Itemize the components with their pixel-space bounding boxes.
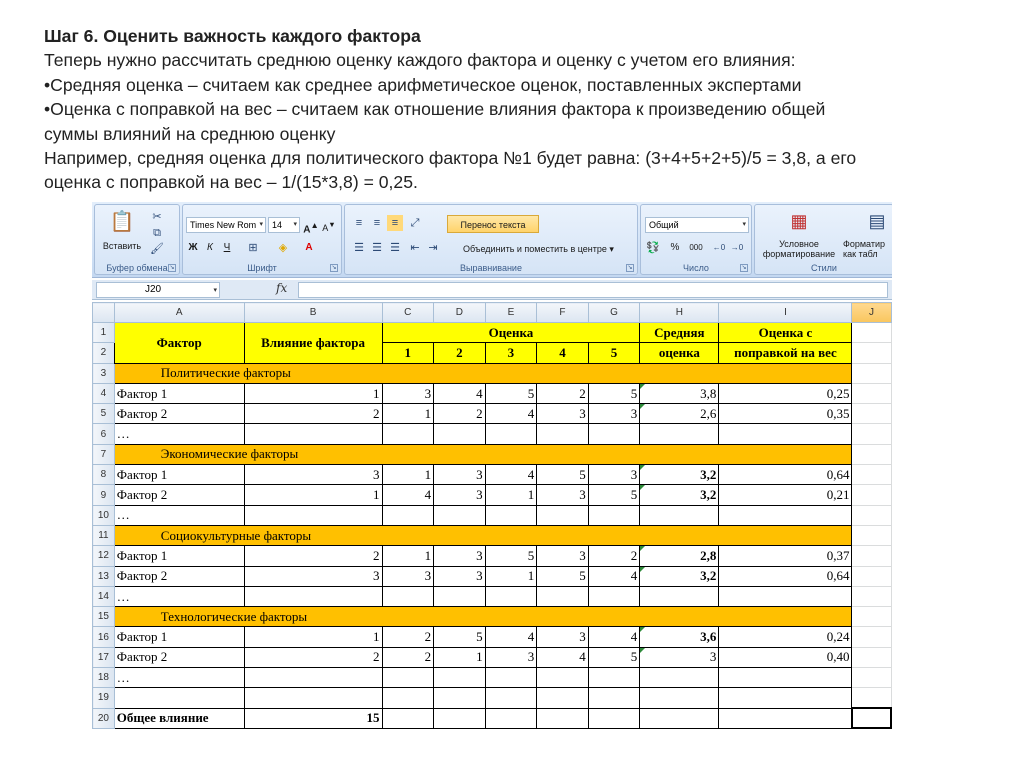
weighted-value[interactable]: 0,24 — [719, 627, 852, 647]
align-bottom-icon[interactable]: ≡ — [387, 215, 403, 231]
row-header[interactable]: 7 — [93, 444, 115, 464]
cell[interactable] — [719, 586, 852, 606]
cell[interactable] — [852, 627, 891, 647]
header-score-num[interactable]: 4 — [537, 343, 589, 363]
row-header[interactable]: 20 — [93, 708, 115, 728]
cell[interactable] — [719, 668, 852, 688]
orientation-icon[interactable]: ⤢ — [410, 217, 420, 229]
weighted-value[interactable]: 0,21 — [719, 485, 852, 505]
section-title-text: Экономические факторы — [160, 446, 299, 462]
cell[interactable] — [434, 505, 486, 525]
font-name-select[interactable] — [186, 217, 266, 233]
fx-icon[interactable]: fx — [276, 281, 288, 295]
ellipsis-cell[interactable]: … — [114, 586, 244, 606]
section-title-text: Технологические факторы — [160, 608, 308, 624]
score-value[interactable]: 3 — [588, 465, 640, 485]
cell[interactable] — [852, 525, 891, 545]
table-row — [93, 688, 892, 708]
cell[interactable] — [719, 505, 852, 525]
header-score-num[interactable]: 5 — [588, 343, 640, 363]
score-value[interactable]: 5 — [434, 627, 486, 647]
factor-name[interactable]: Фактор 2 — [114, 566, 244, 586]
column-header[interactable]: A — [114, 303, 244, 323]
score-value[interactable]: 1 — [382, 404, 434, 424]
score-value[interactable]: 2 — [537, 383, 589, 403]
cell[interactable] — [588, 586, 640, 606]
score-value[interactable]: 5 — [485, 546, 537, 566]
score-value[interactable]: 3 — [537, 485, 589, 505]
ribbon — [92, 202, 892, 278]
cell[interactable] — [485, 688, 537, 708]
alignment-group-label: Выравнивание — [460, 263, 522, 273]
score-value[interactable]: 3 — [537, 627, 589, 647]
average-value[interactable]: 2,6 — [640, 404, 719, 424]
cell[interactable] — [852, 424, 891, 444]
borders-icon[interactable]: ⊞ — [248, 242, 258, 254]
font-group-label: Шрифт — [247, 263, 277, 273]
cell[interactable] — [537, 708, 589, 728]
table-row — [93, 546, 892, 566]
score-value[interactable]: 1 — [485, 566, 537, 586]
table-row — [93, 668, 892, 688]
header-average-2[interactable]: оценка — [640, 343, 719, 363]
cell[interactable] — [537, 505, 589, 525]
format-as-table-icon[interactable]: ▤ — [868, 211, 886, 231]
section-row — [93, 363, 892, 383]
increase-decimal-icon[interactable]: ←0 — [712, 243, 726, 252]
format-as-table-button[interactable]: Форматир как табл — [843, 239, 886, 259]
cell[interactable] — [640, 424, 719, 444]
row-header[interactable]: 18 — [93, 668, 115, 688]
influence-value[interactable]: 3 — [244, 566, 382, 586]
weighted-value[interactable]: 0,64 — [719, 566, 852, 586]
selected-cell[interactable] — [852, 708, 891, 728]
weighted-value[interactable]: 0,37 — [719, 546, 852, 566]
font-name-value: Times New Rom — [190, 220, 257, 230]
cell[interactable] — [640, 505, 719, 525]
row-header[interactable]: 5 — [93, 404, 115, 424]
cell[interactable] — [244, 505, 382, 525]
clipboard-group — [94, 204, 180, 275]
header-score-num[interactable]: 2 — [434, 343, 486, 363]
score-value[interactable]: 1 — [382, 546, 434, 566]
score-value[interactable]: 3 — [434, 566, 486, 586]
total-value[interactable]: 15 — [244, 708, 382, 728]
decrease-decimal-icon[interactable]: →0 — [730, 243, 744, 252]
score-value[interactable]: 4 — [382, 485, 434, 505]
cell[interactable] — [640, 708, 719, 728]
ellipsis-cell[interactable]: … — [114, 505, 244, 525]
table-row — [93, 485, 892, 505]
row-header[interactable]: 15 — [93, 607, 115, 627]
score-value[interactable]: 4 — [434, 383, 486, 403]
score-value[interactable]: 3 — [434, 465, 486, 485]
influence-value[interactable]: 1 — [244, 485, 382, 505]
score-value[interactable]: 3 — [434, 485, 486, 505]
header-score[interactable]: Оценка — [382, 323, 640, 343]
cell[interactable] — [852, 586, 891, 606]
section-row — [93, 607, 892, 627]
score-value[interactable]: 3 — [485, 647, 537, 667]
cell[interactable] — [852, 363, 891, 383]
row-header[interactable]: 1 — [93, 323, 115, 343]
row-header[interactable]: 6 — [93, 424, 115, 444]
cell[interactable] — [852, 383, 891, 403]
score-value[interactable]: 2 — [588, 546, 640, 566]
average-value[interactable]: 3,2 — [640, 485, 719, 505]
cell[interactable] — [588, 668, 640, 688]
cell[interactable] — [244, 668, 382, 688]
conditional-formatting-button[interactable]: Условное форматирование — [762, 239, 836, 259]
score-value[interactable]: 1 — [485, 485, 537, 505]
score-value[interactable]: 3 — [537, 546, 589, 566]
conditional-formatting-icon[interactable]: ▦ — [790, 211, 808, 231]
section-title[interactable] — [114, 363, 852, 383]
cell[interactable] — [852, 485, 891, 505]
row-header[interactable]: 16 — [93, 627, 115, 647]
row-header[interactable]: 3 — [93, 363, 115, 383]
header-influence[interactable]: Влияние фактора — [244, 323, 382, 364]
align-center-icon[interactable]: ☰ — [372, 242, 382, 254]
influence-value[interactable]: 1 — [244, 383, 382, 403]
row-header[interactable]: 14 — [93, 586, 115, 606]
row-header[interactable]: 4 — [93, 383, 115, 403]
score-value[interactable]: 1 — [434, 647, 486, 667]
text-line: оценка с поправкой на вес – 1/(15*3,8) = 0,25. — [44, 172, 418, 193]
styles-group-label: Стили — [811, 263, 837, 273]
cell[interactable] — [852, 465, 891, 485]
text-line: •Средняя оценка – считаем как среднее арифметическое оценок, поставленных экспертами — [44, 74, 802, 95]
paste-icon[interactable]: 📋 — [109, 211, 135, 233]
cell[interactable] — [852, 343, 891, 363]
score-value[interactable]: 4 — [485, 465, 537, 485]
row-header[interactable]: 10 — [93, 505, 115, 525]
column-header[interactable]: J — [852, 303, 891, 323]
cell[interactable] — [640, 586, 719, 606]
weighted-value[interactable]: 0,40 — [719, 647, 852, 667]
table-row — [93, 404, 892, 424]
average-value[interactable]: 3,2 — [640, 465, 719, 485]
header-factor[interactable]: Фактор — [114, 323, 244, 364]
score-value[interactable]: 4 — [588, 627, 640, 647]
number-format-value: Общий — [649, 220, 679, 230]
table-row — [93, 424, 892, 444]
row-header[interactable]: 12 — [93, 546, 115, 566]
score-value[interactable]: 4 — [485, 404, 537, 424]
influence-value[interactable]: 2 — [244, 546, 382, 566]
cell[interactable] — [719, 688, 852, 708]
ellipsis-cell[interactable]: … — [114, 424, 244, 444]
column-header[interactable]: B — [244, 303, 382, 323]
table-row — [93, 566, 892, 586]
font-launcher-icon[interactable]: ↘ — [331, 265, 337, 271]
align-top-icon[interactable]: ≡ — [355, 217, 363, 229]
score-value[interactable]: 5 — [485, 383, 537, 403]
italic-button[interactable]: К — [207, 242, 213, 253]
influence-value[interactable]: 3 — [244, 465, 382, 485]
font-size-value: 14 — [272, 220, 283, 230]
row-header[interactable]: 9 — [93, 485, 115, 505]
factor-name[interactable]: Фактор 2 — [114, 647, 244, 667]
column-header[interactable]: C — [382, 303, 434, 323]
cell[interactable] — [434, 668, 486, 688]
chevron-down-icon: ▾ — [742, 221, 746, 228]
influence-value[interactable]: 2 — [244, 647, 382, 667]
section-title[interactable] — [114, 525, 852, 545]
cell[interactable] — [852, 444, 891, 464]
cell[interactable] — [640, 668, 719, 688]
text-line: суммы влияний на среднюю оценку — [44, 123, 336, 144]
score-value[interactable]: 5 — [537, 566, 589, 586]
alignment-group — [344, 204, 638, 275]
cell[interactable] — [114, 688, 244, 708]
factor-name[interactable]: Фактор 1 — [114, 383, 244, 403]
cell[interactable] — [852, 688, 891, 708]
number-format-select[interactable] — [645, 217, 749, 233]
column-header[interactable]: H — [640, 303, 719, 323]
chevron-down-icon: ▾ — [259, 221, 263, 228]
factor-name[interactable]: Фактор 2 — [114, 485, 244, 505]
column-header[interactable]: F — [537, 303, 589, 323]
average-value[interactable]: 3 — [640, 647, 719, 667]
table-row — [93, 465, 892, 485]
total-row — [93, 708, 892, 728]
cell[interactable] — [537, 586, 589, 606]
row-header[interactable]: 19 — [93, 688, 115, 708]
header-score-num[interactable]: 3 — [485, 343, 537, 363]
spreadsheet-grid — [92, 302, 892, 729]
cell[interactable] — [382, 668, 434, 688]
weighted-value[interactable]: 0,35 — [719, 404, 852, 424]
styles-group — [754, 204, 892, 275]
number-group-label: Число — [683, 263, 709, 273]
text-line: Например, средняя оценка для политического фактора №1 будет равна: (3+4+5+2+5)/5 = 3,8, а его — [44, 148, 857, 169]
average-value[interactable]: 3,8 — [640, 383, 719, 403]
section-row — [93, 525, 892, 545]
score-value[interactable]: 3 — [382, 383, 434, 403]
cell[interactable] — [382, 688, 434, 708]
cell[interactable] — [244, 688, 382, 708]
align-right-icon[interactable]: ☰ — [390, 242, 400, 254]
average-value[interactable]: 3,2 — [640, 566, 719, 586]
average-value[interactable]: 2,8 — [640, 546, 719, 566]
cell[interactable] — [537, 688, 589, 708]
cell[interactable] — [485, 708, 537, 728]
row-header[interactable]: 8 — [93, 465, 115, 485]
score-value[interactable]: 2 — [434, 404, 486, 424]
weighted-value[interactable]: 0,25 — [719, 383, 852, 403]
text-line: •Оценка с поправкой на вес – считаем как отношение влияния фактора к произведению общей — [44, 99, 826, 120]
cell[interactable] — [485, 505, 537, 525]
font-color-icon[interactable]: A — [305, 242, 313, 253]
slide-text — [44, 24, 1004, 195]
header-weighted[interactable]: Оценка с — [719, 323, 852, 343]
header-average[interactable]: Средняя — [640, 323, 719, 343]
cell[interactable] — [244, 586, 382, 606]
factor-name[interactable]: Фактор 1 — [114, 627, 244, 647]
table-row — [93, 505, 892, 525]
decrease-indent-icon[interactable]: ⇤ — [410, 242, 420, 254]
cell[interactable] — [852, 323, 891, 343]
cell[interactable] — [485, 586, 537, 606]
cell[interactable] — [382, 505, 434, 525]
cell[interactable] — [485, 668, 537, 688]
section-title-text: Социокультурные факторы — [160, 527, 312, 543]
factor-name[interactable]: Фактор 2 — [114, 404, 244, 424]
chevron-down-icon: ▾ — [213, 287, 217, 294]
total-label[interactable]: Общее влияние — [114, 708, 244, 728]
name-box-value: J20 — [145, 284, 162, 295]
column-header[interactable]: E — [485, 303, 537, 323]
row-header[interactable]: 2 — [93, 343, 115, 363]
section-title[interactable] — [114, 444, 852, 464]
score-value[interactable]: 5 — [588, 485, 640, 505]
copy-icon[interactable]: ⧉ — [153, 227, 161, 239]
cell[interactable] — [434, 708, 486, 728]
cut-icon[interactable]: ✂ — [152, 211, 162, 223]
formula-input[interactable] — [298, 282, 888, 298]
grow-font-button[interactable]: A▲ — [303, 220, 319, 236]
cell[interactable] — [852, 505, 891, 525]
cell[interactable] — [719, 424, 852, 444]
thousands-button[interactable]: 000 — [689, 243, 703, 252]
score-value[interactable]: 3 — [588, 404, 640, 424]
cell[interactable] — [588, 688, 640, 708]
score-value[interactable]: 2 — [382, 647, 434, 667]
paste-button[interactable]: Вставить — [102, 241, 142, 251]
ellipsis-cell[interactable]: … — [114, 668, 244, 688]
header-weighted-2[interactable]: поправкой на вес — [719, 343, 852, 363]
cell[interactable] — [588, 708, 640, 728]
shrink-font-button[interactable]: A▼ — [322, 220, 336, 233]
underline-button[interactable]: Ч — [223, 242, 231, 253]
influence-value[interactable]: 1 — [244, 627, 382, 647]
wrap-text-button[interactable]: Перенос текста — [447, 215, 539, 233]
row-header[interactable]: 13 — [93, 566, 115, 586]
cell[interactable] — [382, 586, 434, 606]
score-value[interactable]: 2 — [382, 627, 434, 647]
format-painter-icon[interactable]: 🖌 — [150, 243, 164, 255]
number-launcher-icon[interactable]: ↘ — [741, 265, 747, 271]
cell[interactable] — [537, 424, 589, 444]
percent-button[interactable]: % — [670, 242, 680, 253]
cell[interactable] — [852, 607, 891, 627]
clipboard-group-label: Буфер обмена — [106, 263, 168, 273]
slide-title: Шаг 6. Оценить важность каждого фактора — [44, 26, 421, 46]
score-value[interactable]: 5 — [588, 647, 640, 667]
bold-button[interactable]: Ж — [188, 242, 198, 253]
average-value[interactable]: 3,6 — [640, 627, 719, 647]
section-title[interactable] — [114, 607, 852, 627]
clipboard-launcher-icon[interactable]: ↘ — [169, 265, 175, 271]
cell[interactable] — [382, 424, 434, 444]
section-title-text: Политические факторы — [160, 365, 291, 381]
cell[interactable] — [434, 688, 486, 708]
row-header[interactable]: 17 — [93, 647, 115, 667]
score-value[interactable]: 1 — [382, 465, 434, 485]
column-header[interactable]: D — [434, 303, 486, 323]
cell[interactable] — [244, 424, 382, 444]
cell[interactable] — [434, 586, 486, 606]
chevron-down-icon: ▾ — [293, 221, 297, 228]
column-header[interactable]: G — [588, 303, 640, 323]
cell[interactable] — [852, 668, 891, 688]
merge-center-label: Объединить и поместить в центре — [463, 244, 607, 254]
font-size-select[interactable] — [268, 217, 300, 233]
score-value[interactable]: 3 — [537, 404, 589, 424]
cell[interactable] — [640, 688, 719, 708]
currency-icon[interactable]: 💱 — [646, 242, 660, 254]
number-group — [640, 204, 752, 275]
score-value[interactable]: 3 — [434, 546, 486, 566]
align-middle-icon[interactable]: ≡ — [373, 217, 381, 229]
score-value[interactable]: 4 — [537, 647, 589, 667]
align-left-icon[interactable]: ☰ — [354, 242, 364, 254]
select-all-corner[interactable] — [93, 303, 115, 323]
cell[interactable] — [852, 566, 891, 586]
formula-bar — [92, 280, 892, 300]
score-value[interactable]: 4 — [588, 566, 640, 586]
merge-center-button[interactable]: Объединить и поместить в центре ▾ — [463, 244, 614, 254]
score-value[interactable]: 3 — [382, 566, 434, 586]
score-value[interactable]: 5 — [588, 383, 640, 403]
cell[interactable] — [434, 424, 486, 444]
column-header[interactable]: I — [719, 303, 852, 323]
increase-indent-icon[interactable]: ⇥ — [428, 242, 438, 254]
cell[interactable] — [588, 424, 640, 444]
font-group — [182, 204, 342, 275]
fill-color-icon[interactable]: ◈ — [278, 242, 288, 254]
text-line: Теперь нужно рассчитать среднюю оценку каждого фактора и оценку с учетом его влияния: — [44, 50, 796, 71]
row-header[interactable]: 11 — [93, 525, 115, 545]
score-value[interactable]: 5 — [537, 465, 589, 485]
weighted-value[interactable]: 0,64 — [719, 465, 852, 485]
alignment-launcher-icon[interactable]: ↘ — [627, 265, 633, 271]
name-box[interactable] — [96, 282, 220, 298]
excel-window — [92, 202, 892, 732]
header-score-num[interactable]: 1 — [382, 343, 434, 363]
cell[interactable] — [537, 668, 589, 688]
table-row — [93, 383, 892, 403]
influence-value[interactable]: 2 — [244, 404, 382, 424]
table-row — [93, 586, 892, 606]
score-value[interactable]: 4 — [485, 627, 537, 647]
cell[interactable] — [382, 708, 434, 728]
factor-name[interactable]: Фактор 1 — [114, 546, 244, 566]
factor-name[interactable]: Фактор 1 — [114, 465, 244, 485]
cell[interactable] — [852, 404, 891, 424]
table-row — [93, 627, 892, 647]
cell[interactable] — [719, 708, 852, 728]
cell[interactable] — [852, 546, 891, 566]
cell[interactable] — [485, 424, 537, 444]
cell[interactable] — [588, 505, 640, 525]
table-row — [93, 647, 892, 667]
cell[interactable] — [852, 647, 891, 667]
section-row — [93, 444, 892, 464]
